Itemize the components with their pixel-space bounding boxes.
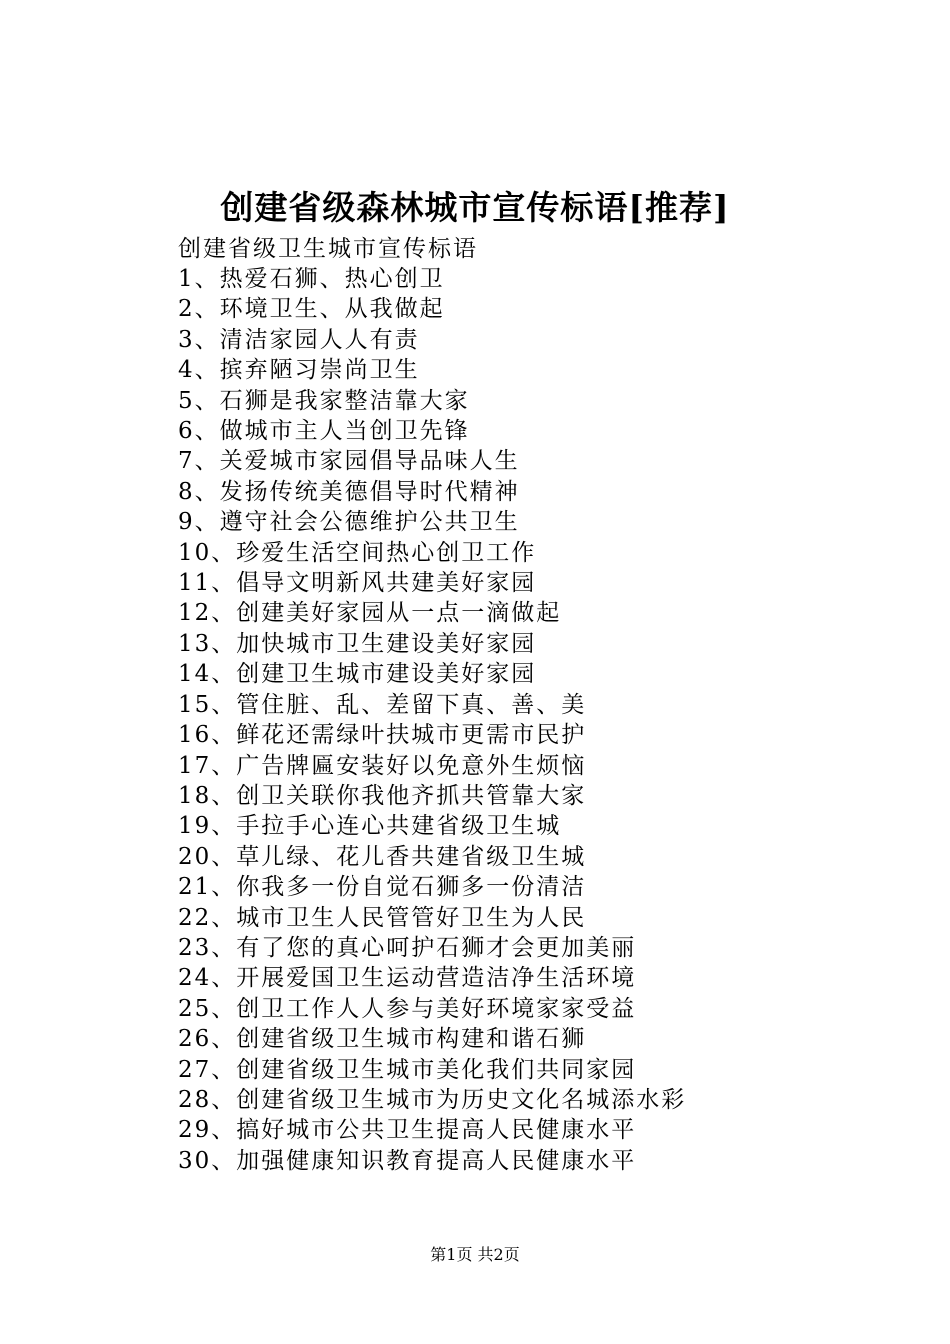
list-item: 19、手拉手心连心共建省级卫生城 — [178, 813, 562, 840]
list-item: 10、珍爱生活空间热心创卫工作 — [178, 539, 537, 566]
document-subtitle: 创建省级卫生城市宣传标语 — [178, 236, 478, 262]
list-item: 24、开展爱国卫生运动营造洁净生活环境 — [178, 965, 637, 992]
document-title: 创建省级森林城市宣传标语[推荐] — [220, 188, 730, 227]
list-item: 22、城市卫生人民管管好卫生为人民 — [178, 904, 587, 931]
list-item: 11、倡导文明新风共建美好家园 — [178, 570, 537, 597]
list-item: 13、加快城市卫生建设美好家园 — [178, 630, 537, 657]
list-item: 29、搞好城市公共卫生提高人民健康水平 — [178, 1117, 637, 1144]
list-item: 4、摈弃陋习崇尚卫生 — [178, 357, 420, 384]
list-item: 26、创建省级卫生城市构建和谐石狮 — [178, 1026, 587, 1053]
list-item: 1、热爱石狮、热心创卫 — [178, 266, 445, 292]
list-item: 12、创建美好家园从一点一滴做起 — [178, 600, 562, 627]
list-item: 16、鲜花还需绿叶扶城市更需市民护 — [178, 722, 587, 749]
page-footer: 第1页 共2页 — [430, 1245, 520, 1264]
list-item: 8、发扬传统美德倡导时代精神 — [178, 478, 520, 505]
list-item: 20、草儿绿、花儿香共建省级卫生城 — [178, 843, 587, 870]
list-item: 23、有了您的真心呵护石狮才会更加美丽 — [178, 934, 637, 961]
list-item: 14、创建卫生城市建设美好家园 — [178, 661, 537, 688]
list-item: 17、广告牌匾安装好以免意外生烦恼 — [178, 752, 587, 779]
slogan-list — [178, 264, 686, 1176]
list-item: 27、创建省级卫生城市美化我们共同家园 — [178, 1056, 637, 1083]
list-item: 21、你我多一份自觉石狮多一份清洁 — [178, 874, 587, 901]
list-item: 18、创卫关联你我他齐抓共管靠大家 — [178, 782, 587, 809]
list-item: 25、创卫工作人人参与美好环境家家受益 — [178, 995, 637, 1022]
list-item: 5、石狮是我家整洁靠大家 — [178, 387, 470, 414]
list-item: 30、加强健康知识教育提高人民健康水平 — [178, 1147, 637, 1174]
list-item: 6、做城市主人当创卫先锋 — [178, 418, 470, 445]
list-item: 28、创建省级卫生城市为历史文化名城添水彩 — [178, 1086, 687, 1113]
list-item: 7、关爱城市家园倡导品味人生 — [178, 448, 520, 475]
list-item: 15、管住脏、乱、差留下真、善、美 — [178, 691, 587, 718]
list-item: 2、环境卫生、从我做起 — [178, 296, 445, 323]
list-item: 3、清洁家园人人有责 — [178, 326, 420, 353]
list-item: 9、遵守社会公德维护公共卫生 — [178, 509, 520, 536]
